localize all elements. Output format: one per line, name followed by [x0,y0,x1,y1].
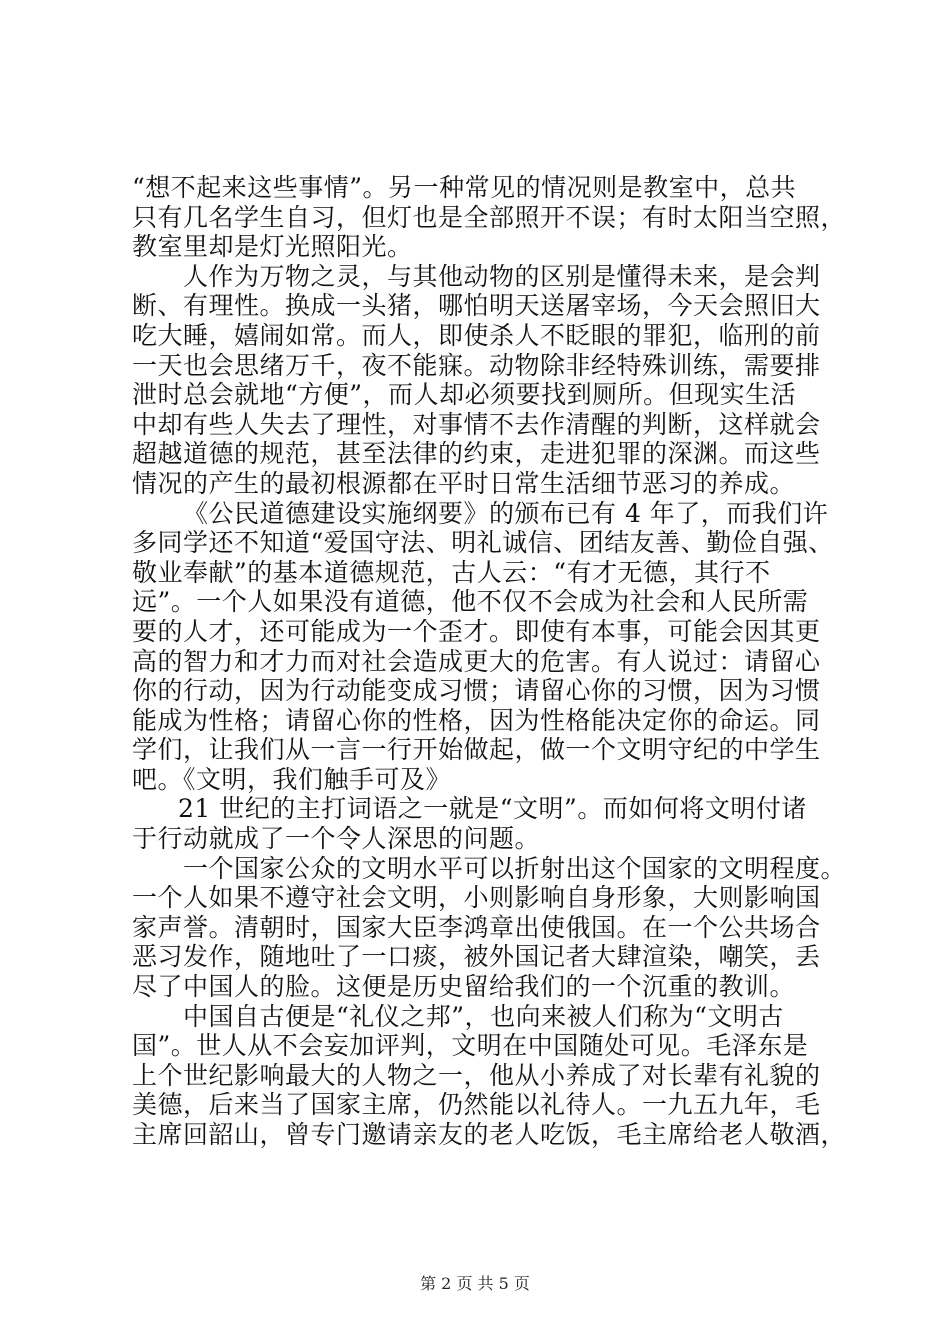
text-line: 一天也会思绪万千，夜不能寐。动物除非经特殊训练，需要排 [132,350,821,380]
text-line: 多同学还不知道“爱国守法、明礼诚信、团结友善、勤俭自强、 [132,528,834,558]
paragraph-start-line: 21 世纪的主打词语之一就是“文明”。而如何将文明付诸 [178,794,807,824]
text-line: “想不起来这些事情”。另一种常见的情况则是教室中，总共 [132,173,797,202]
text-line: 家声誉。清朝时，国家大臣李鸿章出使俄国。在一个公共场合 [132,912,821,942]
text-line: 吧。《文明，我们触手可及》 [132,764,452,794]
text-line: 高的智力和才力而对社会造成更大的危害。有人说过：请留心 [132,646,821,676]
text-line: 于行动就成了一个令人深思的问题。 [132,824,541,854]
page-number-footer: 第 2 页 共 5 页 [420,1274,530,1293]
paragraph-start-line: 人作为万物之灵，与其他动物的区别是懂得未来，是会判 [183,261,821,291]
text-line: 远”。一个人如果没有道德，他不仅不会成为社会和人民所需 [132,587,809,617]
paragraph-start-line: 一个国家公众的文明水平可以折射出这个国家的文明程度。 [183,853,847,883]
text-line: 学们，让我们从一言一行开始做起，做一个文明守纪的中学生 [132,735,821,765]
text-line: 敬业奉献”的基本道德规范，古人云：“有才无德，其行不 [132,557,771,587]
text-line: 情况的产生的最初根源都在平时日常生活细节恶习的养成。 [132,468,796,498]
text-line: 恶习发作，随地吐了一口痰，被外国记者大肆渲染，嘲笑，丢 [132,942,821,972]
text-line: 要的人才，还可能成为一个歪才。即使有本事，可能会因其更 [132,616,821,646]
text-line: 泄时总会就地“方便”，而人却必须要找到厕所。但现实生活 [132,380,797,410]
body-text [132,173,847,1150]
text-line: 教室里却是灯光照阳光。 [132,232,413,262]
text-line: 你的行动，因为行动能变成习惯；请留心你的习惯，因为习惯 [132,676,821,706]
text-line: 断、有理性。换成一头猪，哪怕明天送屠宰场，今天会照旧大 [132,291,821,321]
text-line: 超越道德的规范，甚至法律的约束，走进犯罪的深渊。而这些 [132,439,821,469]
text-line: 国”。世人从不会妄加评判，文明在中国随处可见。毛泽东是 [132,1031,809,1061]
text-line: 只有几名学生自习，但灯也是全部照开不误；有时太阳当空照， [132,202,847,232]
text-line: 尽了中国人的脸。这便是历史留给我们的一个沉重的教训。 [132,972,796,1002]
paragraph-start-line: 中国自古便是“礼仪之邦”，也向来被人们称为“文明古 [183,1001,784,1031]
text-line: 一个人如果不遵守社会文明，小则影响自身形象，大则影响国 [132,883,821,913]
text-line: 主席回韶山，曾专门邀请亲友的老人吃饭，毛主席给老人敬酒， [132,1120,847,1149]
text-line: 能成为性格；请留心你的性格，因为性格能决定你的命运。同 [132,705,821,735]
text-line: 上个世纪影响最大的人物之一，他从小养成了对长辈有礼貌的 [132,1060,821,1090]
text-line: 吃大睡，嬉闹如常。而人，即使杀人不眨眼的罪犯，临刑的前 [132,320,821,350]
text-line: 中却有些人失去了理性，对事情不去作清醒的判断，这样就会 [132,409,821,439]
text-line: 美德，后来当了国家主席，仍然能以礼待人。一九五九年，毛 [132,1090,821,1120]
paragraph-start-line: 《公民道德建设实施纲要》的颁布已有 4 年了，而我们许 [183,498,829,528]
